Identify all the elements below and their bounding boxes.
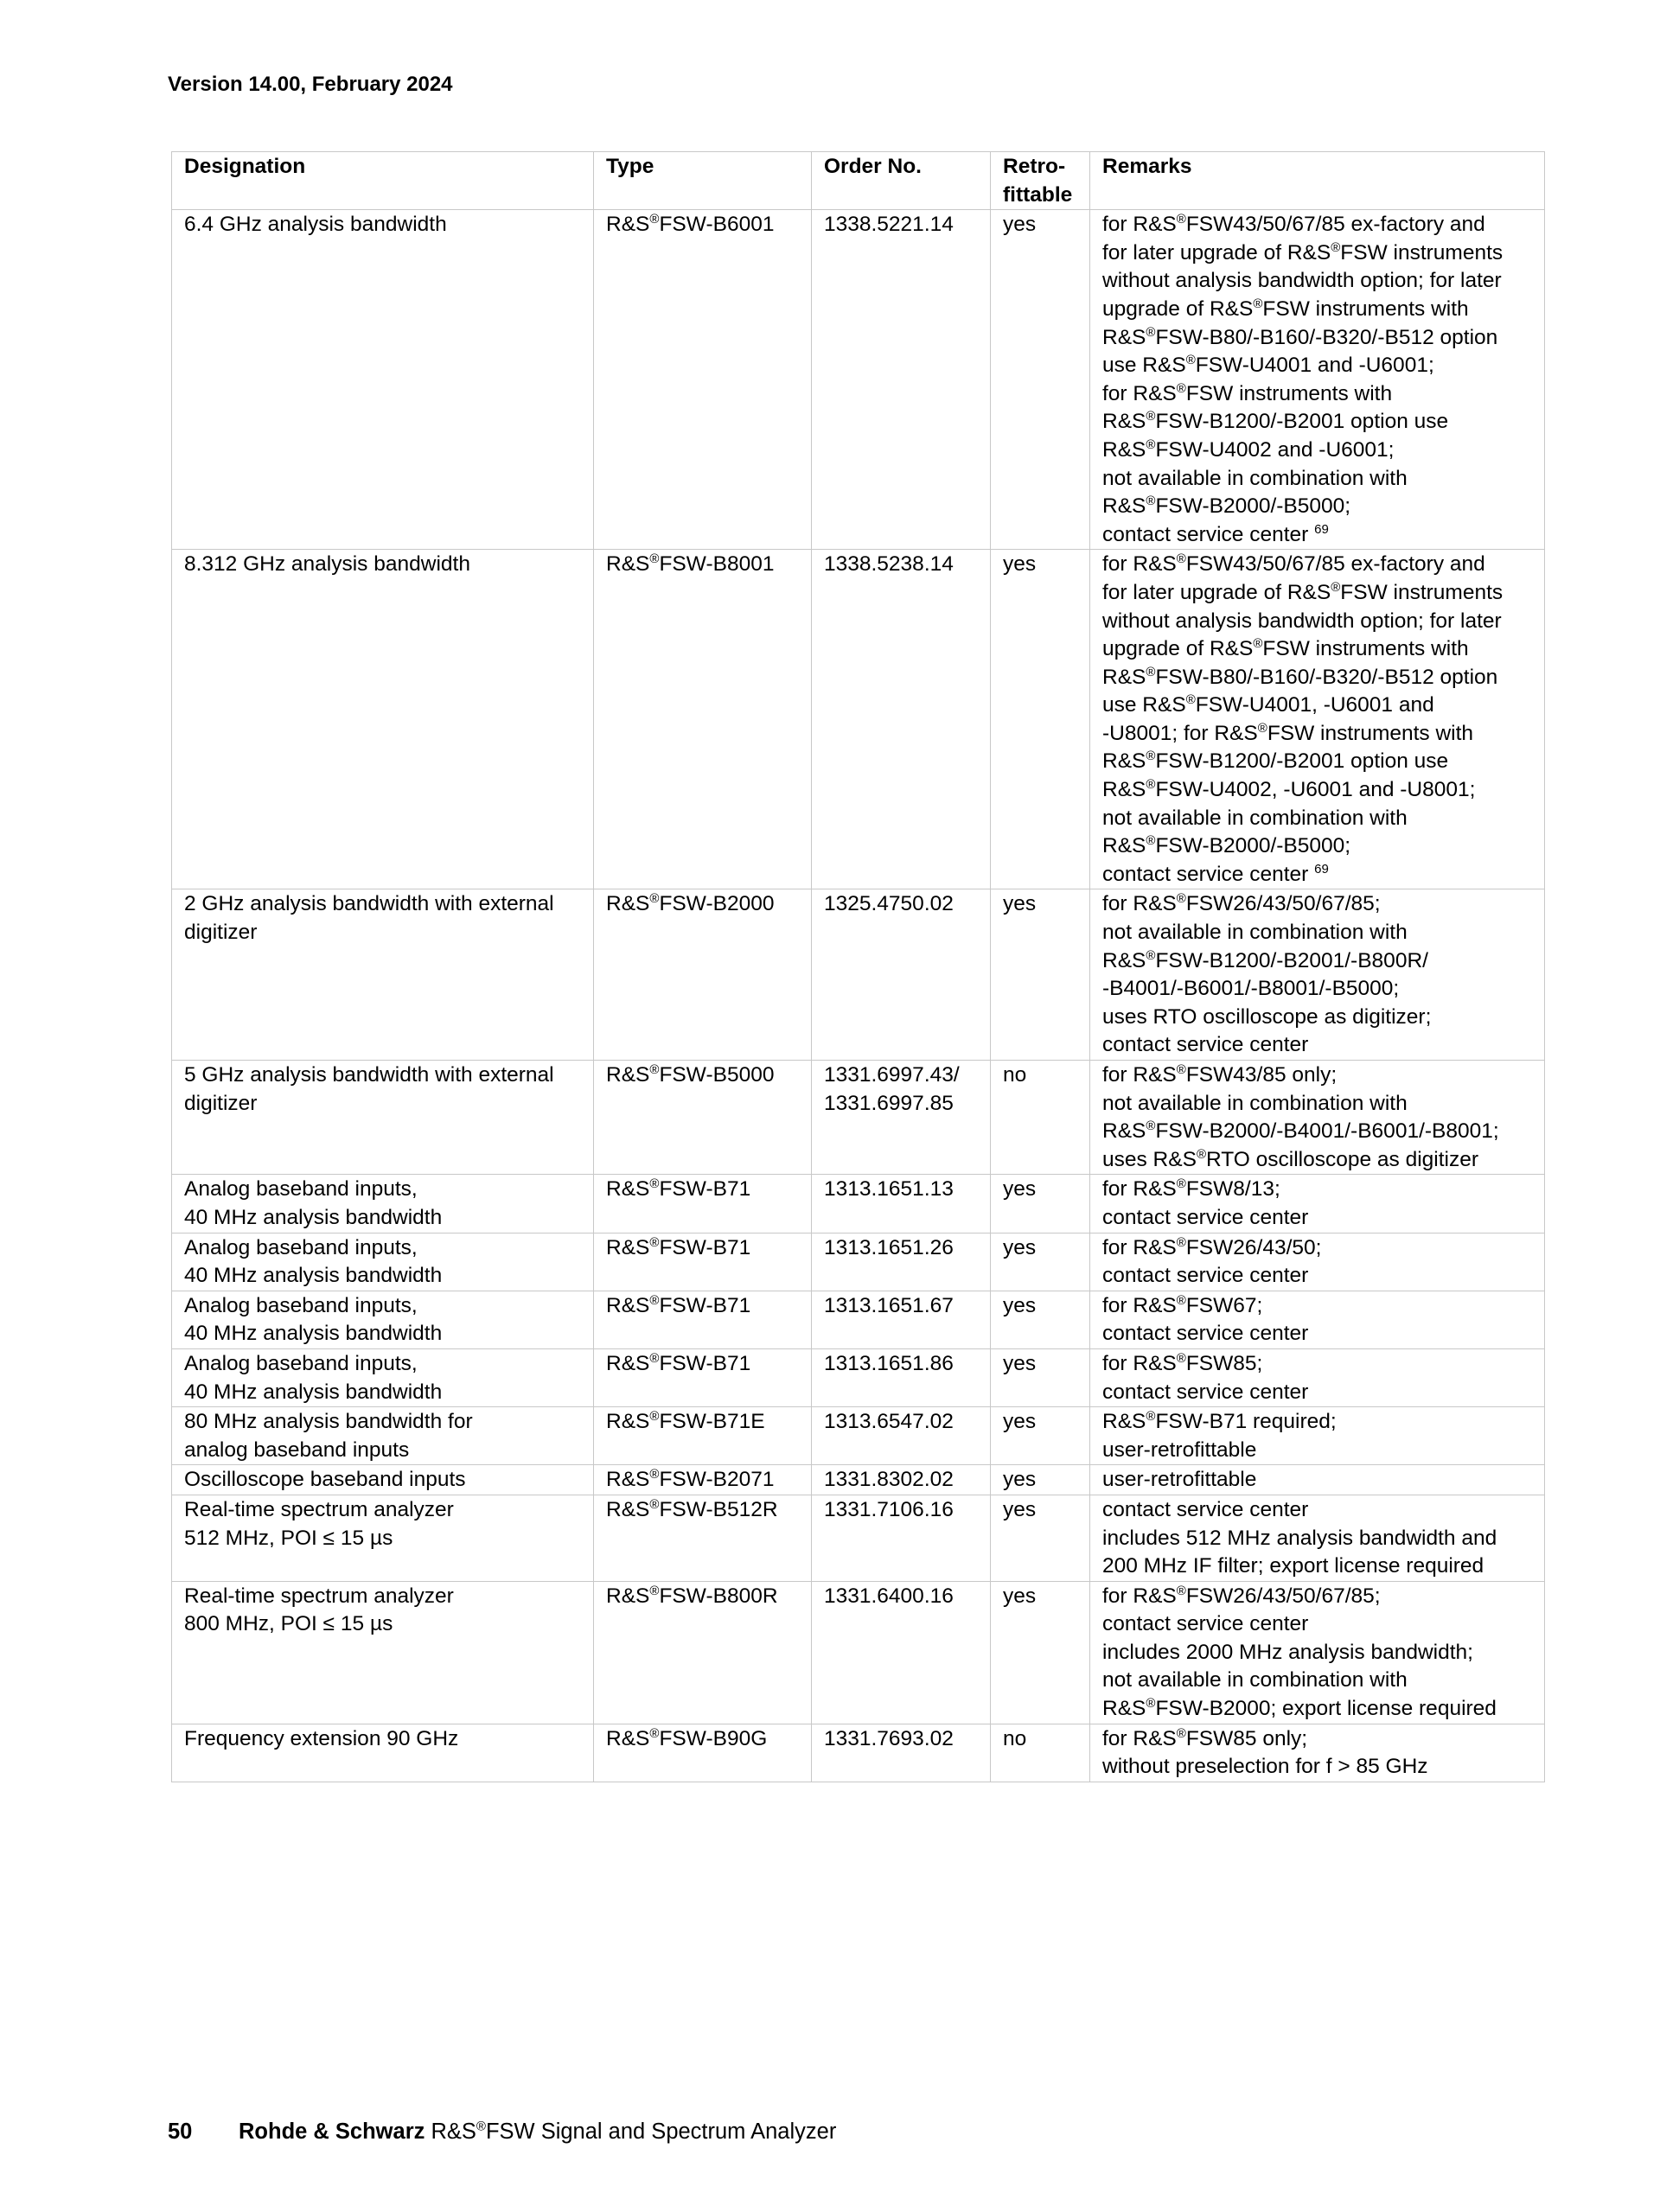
remarks-cell: for R&S®FSW43/85 only; not available in combination with R&S®FSW-B2000/-B4001/-B6001/-B8001; uses R&S®RTO oscilloscope as digitizer [1090, 1061, 1545, 1175]
order-number-cell: 1325.4750.02 [812, 889, 991, 1061]
order-number-cell: 1313.1651.13 [812, 1175, 991, 1233]
order-number-cell: 1313.6547.02 [812, 1407, 991, 1465]
designation-cell: Frequency extension 90 GHz [172, 1724, 594, 1782]
type-cell: R&S®FSW-B71 [594, 1233, 812, 1291]
type-cell: R&S®FSW-B2071 [594, 1465, 812, 1495]
column-header-designation: Designation [172, 152, 594, 210]
product-name: R&S®FSW Signal and Spectrum Analyzer [431, 2119, 837, 2144]
type-cell: R&S®FSW-B800R [594, 1581, 812, 1724]
designation-cell: 80 MHz analysis bandwidth for analog baseband inputs [172, 1407, 594, 1465]
type-cell: R&S®FSW-B8001 [594, 550, 812, 889]
retrofittable-cell: no [991, 1061, 1090, 1175]
designation-cell: 5 GHz analysis bandwidth with external digitizer [172, 1061, 594, 1175]
type-cell: R&S®FSW-B2000 [594, 889, 812, 1061]
retrofittable-cell: yes [991, 550, 1090, 889]
order-number-cell: 1331.8302.02 [812, 1465, 991, 1495]
remarks-cell: user-retrofittable [1090, 1465, 1545, 1495]
table-row [172, 1233, 1545, 1291]
version-header: Version 14.00, February 2024 [168, 73, 453, 96]
remarks-cell: for R&S®FSW85; contact service center [1090, 1348, 1545, 1406]
retrofittable-cell: yes [991, 210, 1090, 550]
table-row [172, 1175, 1545, 1233]
order-number-cell: 1338.5238.14 [812, 550, 991, 889]
type-cell: R&S®FSW-B512R [594, 1495, 812, 1581]
retrofittable-cell: yes [991, 1348, 1090, 1406]
remarks-cell: for R&S®FSW43/50/67/85 ex-factory and for later upgrade of R&S®FSW instruments without analysis bandwidth option; for later upgrade of R&S®FSW instruments with R&S®FSW-B80/-B160/-B320/-B512 option use R&S®FSW-U4001 and -U6001; for R&S®FSW instruments with R&S®FSW-B1200/-B2001 option use R&S®FSW-U4002 and -U6001; not available in combination with R&S®FSW-B2000/-B5000; contact service center $^{69}$ [1090, 210, 1545, 550]
retrofittable-cell: no [991, 1724, 1090, 1782]
retrofittable-cell: yes [991, 1233, 1090, 1291]
type-cell: R&S®FSW-B6001 [594, 210, 812, 550]
retrofittable-cell: yes [991, 1407, 1090, 1465]
remarks-cell: for R&S®FSW26/43/50/67/85; contact service center includes 2000 MHz analysis bandwidth; not available in combination with R&S®FSW-B2000; export license required [1090, 1581, 1545, 1724]
table-row [172, 1348, 1545, 1406]
table-row [172, 1465, 1545, 1495]
designation-cell: Real-time spectrum analyzer 800 MHz, POI ≤ 15 µs [172, 1581, 594, 1724]
designation-cell: 2 GHz analysis bandwidth with external digitizer [172, 889, 594, 1061]
retrofittable-cell: yes [991, 1465, 1090, 1495]
type-cell: R&S®FSW-B71 [594, 1348, 812, 1406]
order-number-cell: 1313.1651.67 [812, 1291, 991, 1348]
table-row [172, 889, 1545, 1061]
designation-cell: Analog baseband inputs, 40 MHz analysis bandwidth [172, 1291, 594, 1348]
table-row [172, 1495, 1545, 1581]
remarks-cell: R&S®FSW-B71 required; user-retrofittable [1090, 1407, 1545, 1465]
remarks-cell: for R&S®FSW85 only; without preselection for f > 85 GHz [1090, 1724, 1545, 1782]
type-cell: R&S®FSW-B71E [594, 1407, 812, 1465]
remarks-cell: for R&S®FSW8/13; contact service center [1090, 1175, 1545, 1233]
column-header-order-no: Order No. [812, 152, 991, 210]
table-row [172, 210, 1545, 550]
page-number: 50 [168, 2120, 193, 2144]
remarks-cell: contact service center includes 512 MHz analysis bandwidth and 200 MHz IF filter; export license required [1090, 1495, 1545, 1581]
order-number-cell: 1338.5221.14 [812, 210, 991, 550]
table-header-row [172, 152, 1545, 210]
order-number-cell: 1313.1651.86 [812, 1348, 991, 1406]
table-row [172, 1724, 1545, 1782]
remarks-cell: for R&S®FSW67; contact service center [1090, 1291, 1545, 1348]
table-row [172, 1291, 1545, 1348]
designation-cell: Analog baseband inputs, 40 MHz analysis bandwidth [172, 1233, 594, 1291]
table-row [172, 1061, 1545, 1175]
column-header-remarks: Remarks [1090, 152, 1545, 210]
column-header-retrofittable: Retro- fittable [991, 152, 1090, 210]
retrofittable-cell: yes [991, 1291, 1090, 1348]
order-number-cell: 1331.7693.02 [812, 1724, 991, 1782]
options-table [171, 151, 1545, 1782]
retrofittable-cell: yes [991, 889, 1090, 1061]
designation-cell: 6.4 GHz analysis bandwidth [172, 210, 594, 550]
remarks-cell: for R&S®FSW26/43/50/67/85; not available in combination with R&S®FSW-B1200/-B2001/-B800R/ -B4001/-B6001/-B8001/-B5000; uses RTO oscilloscope as digitizer; contact service center [1090, 889, 1545, 1061]
type-cell: R&S®FSW-B71 [594, 1291, 812, 1348]
designation-cell: Real-time spectrum analyzer 512 MHz, POI ≤ 15 µs [172, 1495, 594, 1581]
type-cell: R&S®FSW-B5000 [594, 1061, 812, 1175]
order-number-cell: 1313.1651.26 [812, 1233, 991, 1291]
retrofittable-cell: yes [991, 1175, 1090, 1233]
table-row [172, 550, 1545, 889]
remarks-cell: for R&S®FSW43/50/67/85 ex-factory and for later upgrade of R&S®FSW instruments without analysis bandwidth option; for later upgrade of R&S®FSW instruments with R&S®FSW-B80/-B160/-B320/-B512 option use R&S®FSW-U4001, -U6001 and -U8001; for R&S®FSW instruments with R&S®FSW-B1200/-B2001 option use R&S®FSW-U4002, -U6001 and -U8001; not available in combination with R&S®FSW-B2000/-B5000; contact service center $^{69}$ [1090, 550, 1545, 889]
type-cell: R&S®FSW-B71 [594, 1175, 812, 1233]
table-body [172, 210, 1545, 1782]
order-number-cell: 1331.6997.43/ 1331.6997.85 [812, 1061, 991, 1175]
company-name: Rohde & Schwarz [239, 2120, 425, 2144]
retrofittable-cell: yes [991, 1495, 1090, 1581]
designation-cell: Oscilloscope baseband inputs [172, 1465, 594, 1495]
page-footer [168, 2120, 836, 2145]
column-header-type: Type [594, 152, 812, 210]
retrofittable-cell: yes [991, 1581, 1090, 1724]
table-row [172, 1581, 1545, 1724]
designation-cell: Analog baseband inputs, 40 MHz analysis bandwidth [172, 1175, 594, 1233]
table-row [172, 1407, 1545, 1465]
order-number-cell: 1331.7106.16 [812, 1495, 991, 1581]
designation-cell: Analog baseband inputs, 40 MHz analysis bandwidth [172, 1348, 594, 1406]
type-cell: R&S®FSW-B90G [594, 1724, 812, 1782]
order-number-cell: 1331.6400.16 [812, 1581, 991, 1724]
designation-cell: 8.312 GHz analysis bandwidth [172, 550, 594, 889]
remarks-cell: for R&S®FSW26/43/50; contact service center [1090, 1233, 1545, 1291]
